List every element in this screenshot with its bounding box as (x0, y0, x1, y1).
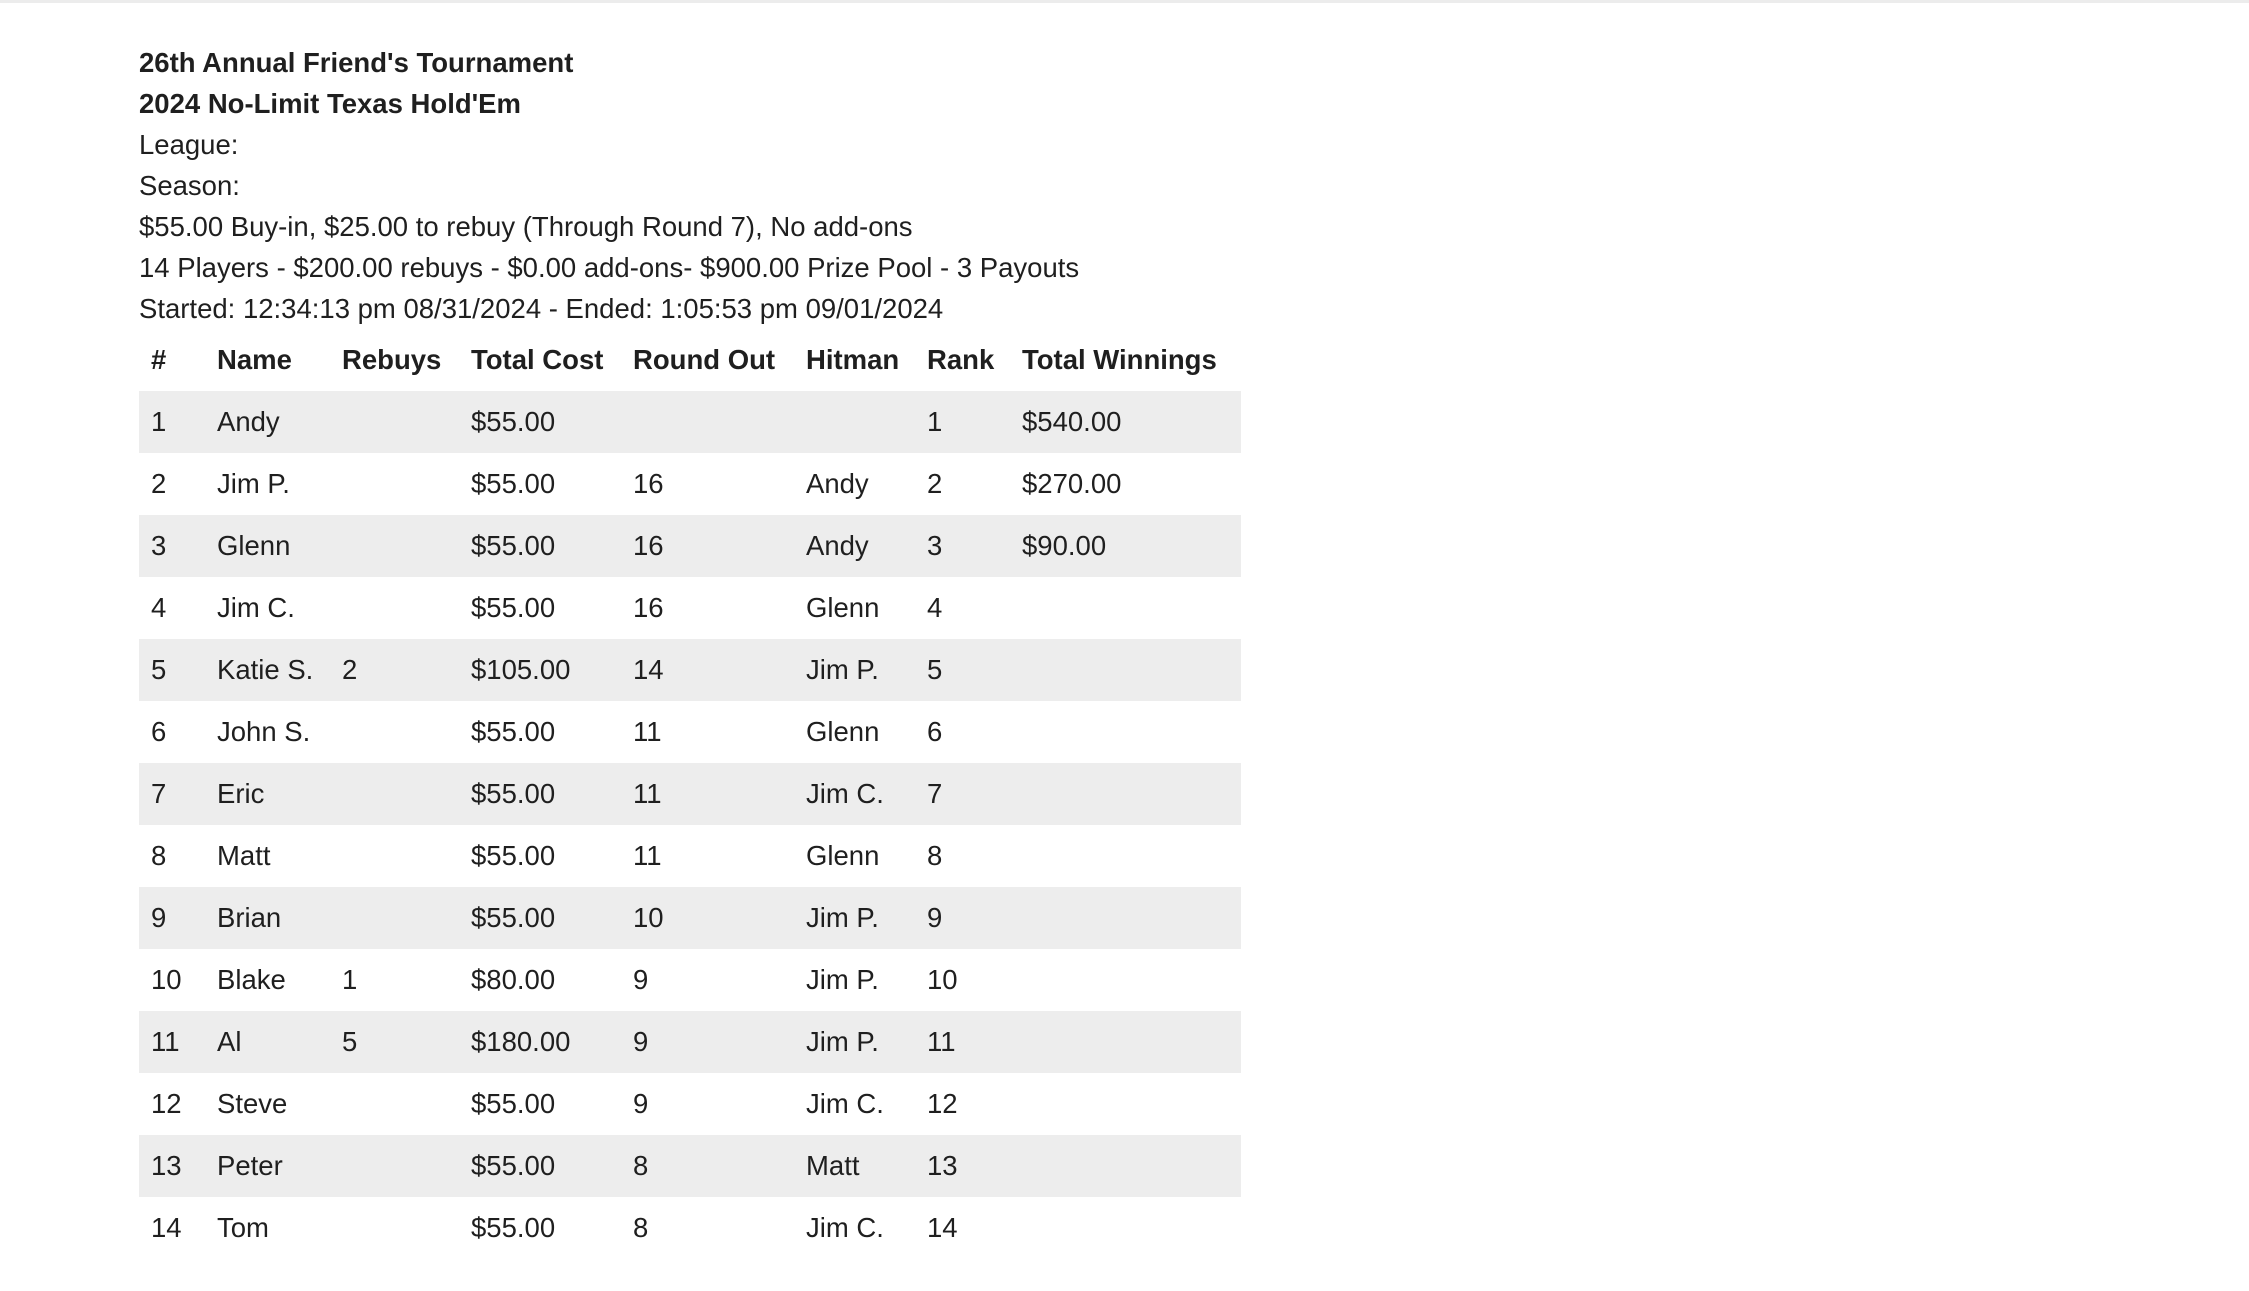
cell-round-out: 8 (633, 1150, 649, 1181)
cell-number: 9 (151, 902, 167, 933)
col-header-number: # (151, 344, 167, 375)
table-row (139, 1011, 1241, 1073)
cell-total-cost: $55.00 (471, 778, 556, 809)
cell-name: Steve (217, 1088, 288, 1119)
table-body (139, 391, 1241, 1259)
cell-round-out: 9 (633, 1088, 649, 1119)
cell-rebuys (330, 825, 459, 887)
start-end-times: Started: 12:34:13 pm 08/31/2024 - Ended: 1:05:53 pm 09/01/2024 (139, 293, 944, 324)
table-row (139, 1073, 1241, 1135)
cell-name: Jim C. (217, 592, 295, 623)
cell-total-cost: $55.00 (471, 592, 556, 623)
cell-total-cost: $55.00 (471, 530, 556, 561)
cell-round-out (621, 391, 794, 453)
table-row (139, 825, 1241, 887)
table-row (139, 949, 1241, 1011)
cell-total-cost: $55.00 (471, 716, 556, 747)
league-label: League: (139, 129, 239, 160)
table-row (139, 639, 1241, 701)
cell-hitman: Matt (806, 1150, 860, 1181)
cell-name: Peter (217, 1150, 283, 1181)
table-row (139, 1197, 1241, 1259)
cell-total-winnings (1010, 949, 1241, 1011)
cell-round-out: 16 (633, 468, 664, 499)
cell-total-winnings (1010, 763, 1241, 825)
cell-round-out: 11 (633, 778, 662, 809)
results-table (139, 329, 1241, 1259)
cell-rebuys (330, 763, 459, 825)
cell-rank: 13 (927, 1150, 958, 1181)
cell-round-out: 8 (633, 1212, 649, 1243)
cell-total-cost: $55.00 (471, 1212, 556, 1243)
table-row (139, 577, 1241, 639)
cell-rebuys: 5 (342, 1026, 358, 1057)
cell-hitman: Jim C. (806, 1088, 884, 1119)
cell-rebuys (330, 1135, 459, 1197)
cell-total-cost: $55.00 (471, 1150, 556, 1181)
cell-total-winnings (1010, 1011, 1241, 1073)
cell-round-out: 10 (633, 902, 664, 933)
cell-total-winnings (1010, 1073, 1241, 1135)
cell-total-cost: $105.00 (471, 654, 571, 685)
table-row (139, 391, 1241, 453)
cell-number: 13 (151, 1150, 182, 1181)
cell-rebuys (330, 453, 459, 515)
cell-name: Eric (217, 778, 265, 809)
cell-name: Jim P. (217, 468, 290, 499)
cell-rank: 7 (927, 778, 943, 809)
cell-rebuys (330, 1073, 459, 1135)
table-row (139, 515, 1241, 577)
cell-rank: 4 (927, 592, 943, 623)
cell-total-winnings (1010, 577, 1241, 639)
cell-total-winnings: $540.00 (1022, 406, 1122, 437)
cell-name: Tom (217, 1212, 269, 1243)
cell-rank: 9 (927, 902, 943, 933)
cell-hitman: Glenn (806, 716, 880, 747)
cell-rank: 2 (927, 468, 943, 499)
cell-total-cost: $55.00 (471, 406, 556, 437)
cell-hitman: Jim C. (806, 1212, 884, 1243)
top-divider (0, 0, 2249, 3)
cell-rebuys (330, 701, 459, 763)
table-row (139, 763, 1241, 825)
season-label: Season: (139, 170, 240, 201)
cell-round-out: 16 (633, 530, 664, 561)
cell-number: 5 (151, 654, 167, 685)
cell-number: 12 (151, 1088, 182, 1119)
cell-round-out: 14 (633, 654, 664, 685)
cell-rank: 10 (927, 964, 958, 995)
cell-hitman: Andy (806, 530, 869, 561)
cell-name: Blake (217, 964, 286, 995)
cell-round-out: 9 (633, 1026, 649, 1057)
cell-total-winnings (1010, 887, 1241, 949)
buyin-info: $55.00 Buy-in, $25.00 to rebuy (Through Round 7), No add-ons (139, 211, 913, 242)
cell-number: 3 (151, 530, 167, 561)
cell-round-out: 11 (633, 716, 662, 747)
cell-number: 2 (151, 468, 167, 499)
prize-summary: 14 Players - $200.00 rebuys - $0.00 add-ons- $900.00 Prize Pool - 3 Payouts (139, 252, 1080, 283)
cell-rank: 14 (927, 1212, 958, 1243)
cell-name: John S. (217, 716, 311, 747)
col-header-hitman: Hitman (806, 344, 900, 375)
cell-number: 6 (151, 716, 167, 747)
cell-total-cost: $180.00 (471, 1026, 571, 1057)
tournament-info (139, 42, 1079, 329)
cell-total-cost: $55.00 (471, 902, 556, 933)
cell-number: 1 (151, 406, 167, 437)
cell-number: 8 (151, 840, 167, 871)
cell-name: Al (217, 1026, 242, 1057)
cell-total-winnings: $90.00 (1022, 530, 1107, 561)
cell-rank: 3 (927, 530, 943, 561)
table-row (139, 453, 1241, 515)
tournament-title: 26th Annual Friend's Tournament (139, 47, 574, 78)
cell-number: 4 (151, 592, 167, 623)
cell-rebuys (330, 391, 459, 453)
table-row (139, 1135, 1241, 1197)
cell-total-winnings (1010, 701, 1241, 763)
table-row (139, 887, 1241, 949)
col-header-total-winnings: Total Winnings (1022, 344, 1217, 375)
cell-rank: 6 (927, 716, 943, 747)
cell-total-cost: $55.00 (471, 1088, 556, 1119)
cell-number: 7 (151, 778, 167, 809)
col-header-name: Name (217, 344, 292, 375)
cell-rank: 12 (927, 1088, 958, 1119)
cell-hitman: Jim C. (806, 778, 884, 809)
cell-total-cost: $55.00 (471, 840, 556, 871)
cell-rank: 11 (927, 1026, 956, 1057)
col-header-total-cost: Total Cost (471, 344, 604, 375)
cell-total-cost: $80.00 (471, 964, 556, 995)
cell-name: Glenn (217, 530, 291, 561)
cell-number: 11 (151, 1026, 180, 1057)
cell-total-cost: $55.00 (471, 468, 556, 499)
cell-rank: 5 (927, 654, 943, 685)
cell-hitman: Jim P. (806, 964, 879, 995)
cell-total-winnings (1010, 639, 1241, 701)
cell-total-winnings (1010, 1197, 1241, 1259)
cell-rebuys: 1 (342, 964, 358, 995)
table-row (139, 701, 1241, 763)
cell-rebuys: 2 (342, 654, 358, 685)
col-header-rank: Rank (927, 344, 995, 375)
col-header-round-out: Round Out (633, 344, 776, 375)
cell-total-winnings (1010, 825, 1241, 887)
cell-hitman: Glenn (806, 592, 880, 623)
cell-rebuys (330, 887, 459, 949)
cell-hitman: Jim P. (806, 654, 879, 685)
cell-round-out: 16 (633, 592, 664, 623)
cell-round-out: 11 (633, 840, 662, 871)
cell-hitman: Glenn (806, 840, 880, 871)
cell-number: 14 (151, 1212, 182, 1243)
cell-name: Katie S. (217, 654, 314, 685)
cell-name: Brian (217, 902, 282, 933)
cell-name: Andy (217, 406, 280, 437)
cell-name: Matt (217, 840, 271, 871)
col-header-rebuys: Rebuys (342, 344, 442, 375)
tournament-subtitle: 2024 No-Limit Texas Hold'Em (139, 88, 521, 119)
cell-rebuys (330, 577, 459, 639)
cell-rebuys (330, 515, 459, 577)
cell-hitman (794, 391, 915, 453)
cell-hitman: Andy (806, 468, 869, 499)
cell-hitman: Jim P. (806, 902, 879, 933)
cell-total-winnings (1010, 1135, 1241, 1197)
cell-hitman: Jim P. (806, 1026, 879, 1057)
cell-number: 10 (151, 964, 182, 995)
table-header-row (139, 329, 1241, 391)
cell-rank: 1 (927, 406, 943, 437)
cell-round-out: 9 (633, 964, 649, 995)
cell-rank: 8 (927, 840, 943, 871)
cell-total-winnings: $270.00 (1022, 468, 1122, 499)
cell-rebuys (330, 1197, 459, 1259)
